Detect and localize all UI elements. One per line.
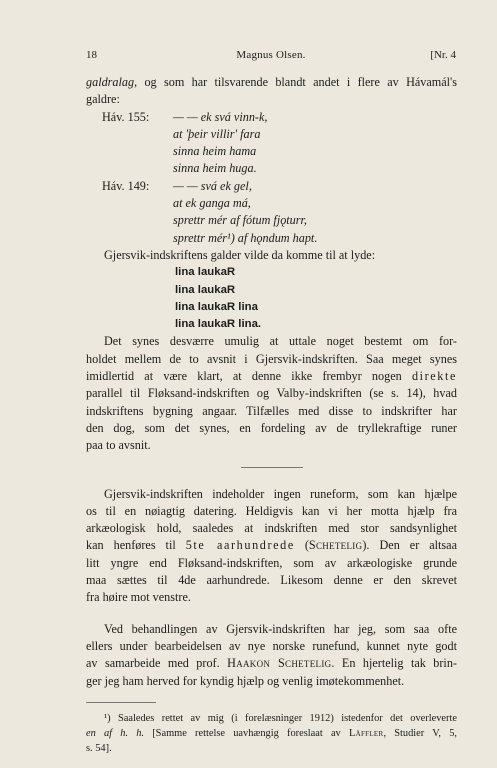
footnote-line: s. 54]. (86, 742, 112, 754)
rune-line: lina laukaR lina (175, 300, 258, 313)
text-line (86, 655, 457, 672)
verse-line: — — svá ek gel, (173, 178, 252, 193)
verse-line: at ek ganga má, (173, 196, 251, 211)
intro-line-1 (86, 74, 457, 91)
footnote-line (86, 726, 457, 741)
verse-line: at 'þeir villir' fara (173, 126, 261, 141)
text-span: ). Den er altsaa (362, 538, 457, 553)
text-line (86, 368, 457, 385)
spaced-emphasis: direkte (411, 369, 457, 384)
paragraph-gap (86, 607, 457, 621)
rune-transcription (86, 264, 457, 333)
running-header (86, 49, 456, 63)
text-line: Gjersvik-indskriften indeholder ingen runeform, som kan hjælpe (104, 486, 457, 501)
verse-line: sinna heim huga. (173, 161, 257, 176)
paragraph-1 (86, 333, 457, 454)
verse-line: — — ek svá vinn-k, (173, 109, 268, 124)
text-line: maa sættes til 4de aarhundrede. Likesom denne er den skrevet (86, 573, 457, 588)
author-name: Haakon Schetelig (227, 656, 332, 671)
text-line: parallel til Fløksand-indskriften og Valby-indskriften (se s. 14), hvad (86, 386, 457, 401)
author-name: Schetelig (308, 538, 363, 553)
rune-line: lina laukaR (175, 266, 236, 279)
quote-havamal-155 (86, 109, 457, 178)
quote-havamal-149 (86, 178, 457, 247)
rune-line: lina laukaR (175, 283, 236, 296)
text-line: fra høire mot venstre. (86, 590, 191, 605)
section-divider (241, 467, 303, 468)
footnote-italic: en af h. h. (86, 727, 145, 739)
intro-line-2: galdre: (86, 92, 120, 107)
verse-line: sinna heim hama (173, 144, 257, 159)
text-line: litt yngre end Fløksand-indskriften, som av arkæologiske grunde (86, 555, 457, 570)
text-line: indskriftens bygning angaar. Tilfælles med disse to indskrifter har (86, 403, 457, 418)
text-span: kan henføres til (86, 538, 186, 553)
text-line: holdet mellem de to avsnit i Gjersvik-indskriften. Saa meget synes (86, 351, 457, 366)
author-name: Läffler (348, 727, 384, 739)
spaced-emphasis: 5te aarhundrede (185, 538, 295, 553)
footnote (86, 711, 457, 756)
text-span: av samarbeide med prof. (86, 656, 228, 671)
text-line (86, 537, 457, 554)
footnote-line: ¹) Saaledes rettet av mig (i forelæsninger 1912) istedenfor det overleverte (104, 712, 457, 724)
running-title: Magnus Olsen. (236, 49, 306, 61)
page-number: 18 (86, 49, 97, 61)
text-line: den dog, som det synes, en fordeling av de tryllekraftige runer (86, 420, 457, 435)
rune-intro: Gjersvik-indskriftens galder vilde da komme til at lyde: (104, 247, 376, 262)
text-span: [Samme rettelse uavhængig foreslaat av (144, 727, 349, 739)
verse-line: sprettr mér af fótum fjǫturr, (173, 213, 307, 228)
intro-italic-term: galdralag, (86, 75, 138, 89)
rune-line: lina laukaR lina. (175, 318, 262, 331)
paragraph-2 (86, 486, 457, 607)
text-line: ger jeg ham herved for kyndig hjælp og venlig imøtekommenhet. (86, 673, 405, 688)
text-line: os til en nøiagtig datering. Heldigvis kan vi her motta hjælp fra (86, 503, 457, 518)
text-line: Ved behandlingen av Gjersvik-indskriften har jeg, som saa ofte (104, 621, 457, 636)
footnote-divider (86, 702, 156, 703)
text-line: arkæologisk hold, saaledes at indskriften med stor sandsynlighet (86, 521, 457, 536)
quote-label: Háv. 155: (102, 109, 150, 124)
series-number: [Nr. 4 (430, 49, 456, 61)
text-line: Det synes desværre umulig at uttale noget bestemt om for- (104, 334, 457, 349)
text-line: paa to avsnit. (86, 438, 151, 453)
verse-line: sprettr mér¹) af hǫndum hapt. (173, 230, 318, 245)
text-span: , Studier V, 5, (383, 727, 457, 739)
page-body (86, 74, 457, 756)
text-span: imidlertid at være klart, at denne ikke frembyr nogen (86, 369, 412, 384)
text-span: . En hjertelig tak brin- (331, 656, 457, 671)
text-line: ellers under bearbeidelsen av nye norske runefund, kunnet nyte godt (86, 638, 457, 653)
quote-label: Háv. 149: (102, 178, 150, 193)
text-span: ( (294, 538, 309, 553)
intro-line-1-text: og som har tilsvarende blandt andet i flere av Hávamál's (137, 75, 457, 89)
paragraph-3 (86, 621, 457, 690)
